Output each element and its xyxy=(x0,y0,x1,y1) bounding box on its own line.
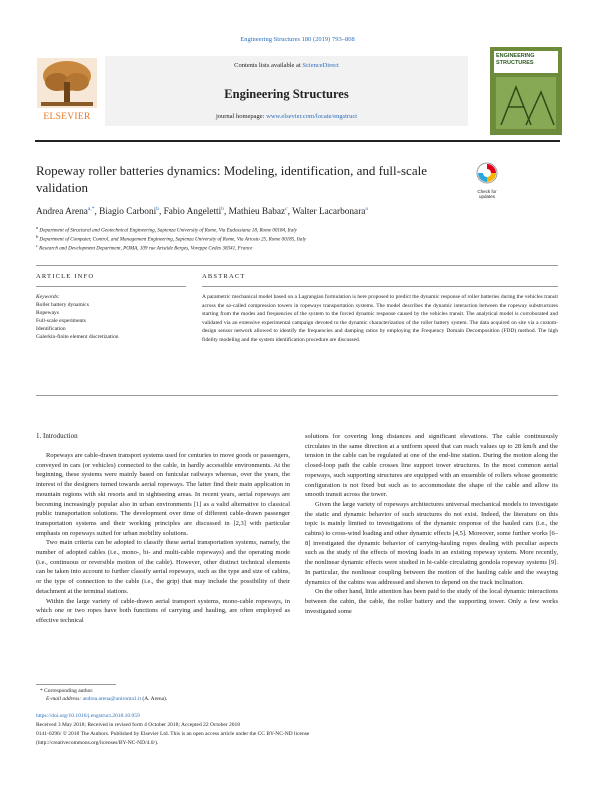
license-url[interactable]: (http://creativecommons.org/licenses/BY-NC-ND/4.0/). xyxy=(36,740,159,746)
keyword: Galerkin-finite element discretization xyxy=(36,334,119,340)
affiliation: $^c$ Research and Development Department, POMA, 109 rue Aristide Berges, Voreppe Cedex 38341, France xyxy=(36,243,253,252)
check-updates-icon xyxy=(472,162,502,184)
affiliation: $^b$ Department of Computer, Control, and Management Engineering, Sapienza University of Rome, Via Ariosto 25, Rome 00185, Italy xyxy=(36,234,307,243)
affiliation: $^a$ Department of Structural and Geotechnical Engineering, Sapienza University of Rome, Via Eudossiana 18, Rome 00184, Italy xyxy=(36,225,297,234)
author[interactable]: Andrea Arena$^{a,*}$ xyxy=(36,206,95,218)
journal-reference[interactable]: Engineering Structures 180 (2019) 793–808 xyxy=(240,36,355,43)
author[interactable]: Mathieu Babaz$^c$ xyxy=(228,206,288,218)
corresponding-author-note: * Corresponding author. xyxy=(40,688,94,694)
body-column-left xyxy=(36,451,290,626)
sciencedirect-link[interactable]: ScienceDirect xyxy=(302,62,339,69)
paragraph: Ropeways are cable-drawn transport systems used for centuries to move goods or passengers, conveyed in cars (or vehicles) connected to the cable, in hardly accessible environments. At the beginning, these systems were mainly based on funicular railways whereas, over the years, the interest of the designers turned towards aerial ropeways. The latter find their main application in mountain regions with ski resorts and in sightseeing areas. In recent years, aerial ropeways are becoming increasingly popular also in urban environments [1] as a valid alternative to classical public transportation solutions. The development over time of different cable-drawn passenger transportation systems and their working principles are discussed in [2,3] with particular emphasis on ropeways suited for urban mobility solutions. xyxy=(36,452,290,537)
abstract-bottom-divider xyxy=(36,395,558,396)
doi-link[interactable]: https://doi.org/10.1016/j.engstruct.2018.10.059 xyxy=(36,713,140,719)
homepage-line: journal homepage: www.elsevier.com/locate/engstruct xyxy=(215,113,358,120)
check-badge-label: Check for updates xyxy=(477,189,497,199)
keyword: Roller battery dynamics xyxy=(36,302,89,308)
affiliation-divider xyxy=(36,265,558,266)
abstract-text: A parametric mechanical model based on a Lagrangian formulation is here proposed to predict the dynamic response of roller batteries during the vehicles transit across the so-called compression towers in ropeways transportation systems. The model describes the dynamic interaction between the ropeway substructures starting from the modes and frequencies of the system to the forced dynamic response caused by the vehicles transit. The analytical model is corroborated and validated via an extensive experimental campaign devoted to the dynamic characterization of the roller battery system. The data acquired on site via a custom-design sensor network allowed to identify the frequencies and damping ratios by employing the Frequency Domain Decomposition (FDD) method. The high fidelity modeling and the system identification procedure are discussed. xyxy=(202,294,558,343)
paragraph: Within the large variety of cable-drawn aerial transport systems, mono-cable ropeways, in which one or two ropes have both functions of carrying and hauling, are often employed as effective technical xyxy=(36,597,290,624)
abstract-heading: ABSTRACT xyxy=(202,273,246,280)
author[interactable]: Walter Lacarbonara$^a$ xyxy=(292,206,368,218)
body-column-right xyxy=(305,432,558,616)
elsevier-logo[interactable] xyxy=(35,56,99,126)
check-for-updates-badge[interactable] xyxy=(472,162,502,199)
homepage-link[interactable]: www.elsevier.com/locate/engstruct xyxy=(266,113,358,120)
contents-line: Contents lists available at ScienceDirect xyxy=(234,62,339,69)
keyword: Full-scale experiments xyxy=(36,318,86,324)
author[interactable]: Biagio Carboni$^b$ xyxy=(99,206,159,218)
author[interactable]: Fabio Angeletti$^b$ xyxy=(163,206,224,218)
journal-info-box xyxy=(105,56,468,126)
elsevier-wordmark: ELSEVIER xyxy=(43,112,91,122)
email-note: E-mail address: andrea.arena@uniroma1.it (A. Arena). xyxy=(46,696,168,702)
author-list: Andrea Arena$^{a,*}$, Biagio Carboni$^b$, Fabio Angeletti$^b$, Mathieu Babaz$^c$, Walter Lacarbonara$^a$ xyxy=(36,206,368,218)
journal-title: Engineering Structures xyxy=(224,87,349,101)
article-title: Ropeway roller batteries dynamics: Modeling, identification, and full-scale validation xyxy=(36,163,427,195)
journal-cover-image[interactable] xyxy=(490,47,562,135)
abstract-divider xyxy=(202,286,558,287)
journal-header xyxy=(35,53,560,132)
keyword: Identification xyxy=(36,326,66,332)
section-heading-introduction: 1. Introduction xyxy=(36,432,78,440)
received-dates: Received 3 May 2018; Received in revised form 4 October 2018; Accepted 22 October 2018 xyxy=(36,722,241,728)
info-divider xyxy=(36,286,186,287)
cover-title: ENGINEERING STRUCTURES xyxy=(496,53,535,66)
article-info-heading: ARTICLE INFO xyxy=(36,273,95,280)
paragraph: Two main criteria can be adopted to classify these aerial transportation systems, namely, the number of adopted cables (i.e., mono-, bi- and multi-cable ropeways) and the operating mode (i.e., continuous or reversible motion of the cable). However, other distinct technical elements can be taken into account to further classify aerial ropeways, such as the type and size of cabins, or the type of connection to the cable (i.e., the grip) that may include the possibility of their detachment at the terminal stations. xyxy=(36,539,290,595)
email-link[interactable]: andrea.arena@uniroma1.it xyxy=(82,696,141,702)
header-divider xyxy=(35,140,560,142)
paragraph: Given the large variety of ropeways architectures universal mechanical models to investigate the static and dynamic behavior of such structures do not exist. Indeed, the literature on this topic is mainly limited to investigations of the dynamic response of the hauled cars (i.e., the cabins) to cross-wind loading and other dynamic effects [4,5]. Moreover, some further works [6–8] investigated the dynamic behavior of carrying-hauling ropes dealing with peculiar aspects such as the study of the effects of moving loads in an existing ropeway system. More recently, the nonlinear dynamic effects were studied in bi-cable circulating gondola ropeway systems [9]. In particular, the nonlinear coupling between the motion of the hauling cable and the swaying dynamics of the cabins was addressed and shown to depend on the track inclination. xyxy=(305,500,558,586)
license-text: 0141-0296/ © 2018 The Authors. Published by Elsevier Ltd. This is an open access article under the CC BY-NC-ND license xyxy=(36,731,310,737)
cover-structure-icon xyxy=(496,77,556,129)
keyword: Ropeways xyxy=(36,310,59,316)
paragraph: On the other hand, little attention has been paid to the study of the local dynamic interactions between the cabin, the cable, the roller battery and the supporting tower. Only a few works investigated some xyxy=(305,588,558,615)
keywords-label: Keywords: xyxy=(36,294,60,300)
footnote-divider xyxy=(36,684,116,685)
paragraph: solutions for covering long distances and significant elevations. The cable continuously circulates in the same direction at a uniform speed that can reach values up to 28 km/h and the tension in the cable can be regulated at one of the end-line station. During the motion along the closed-loop path the cable crosses line support tower structures. In the most common aerial ropeways, such supporting structures are equipped with an ensemble of rollers whose geometric configuration is not fixed but such as to accommodate the shape of the cable and allow its smooth transit across the tower. xyxy=(305,433,558,499)
